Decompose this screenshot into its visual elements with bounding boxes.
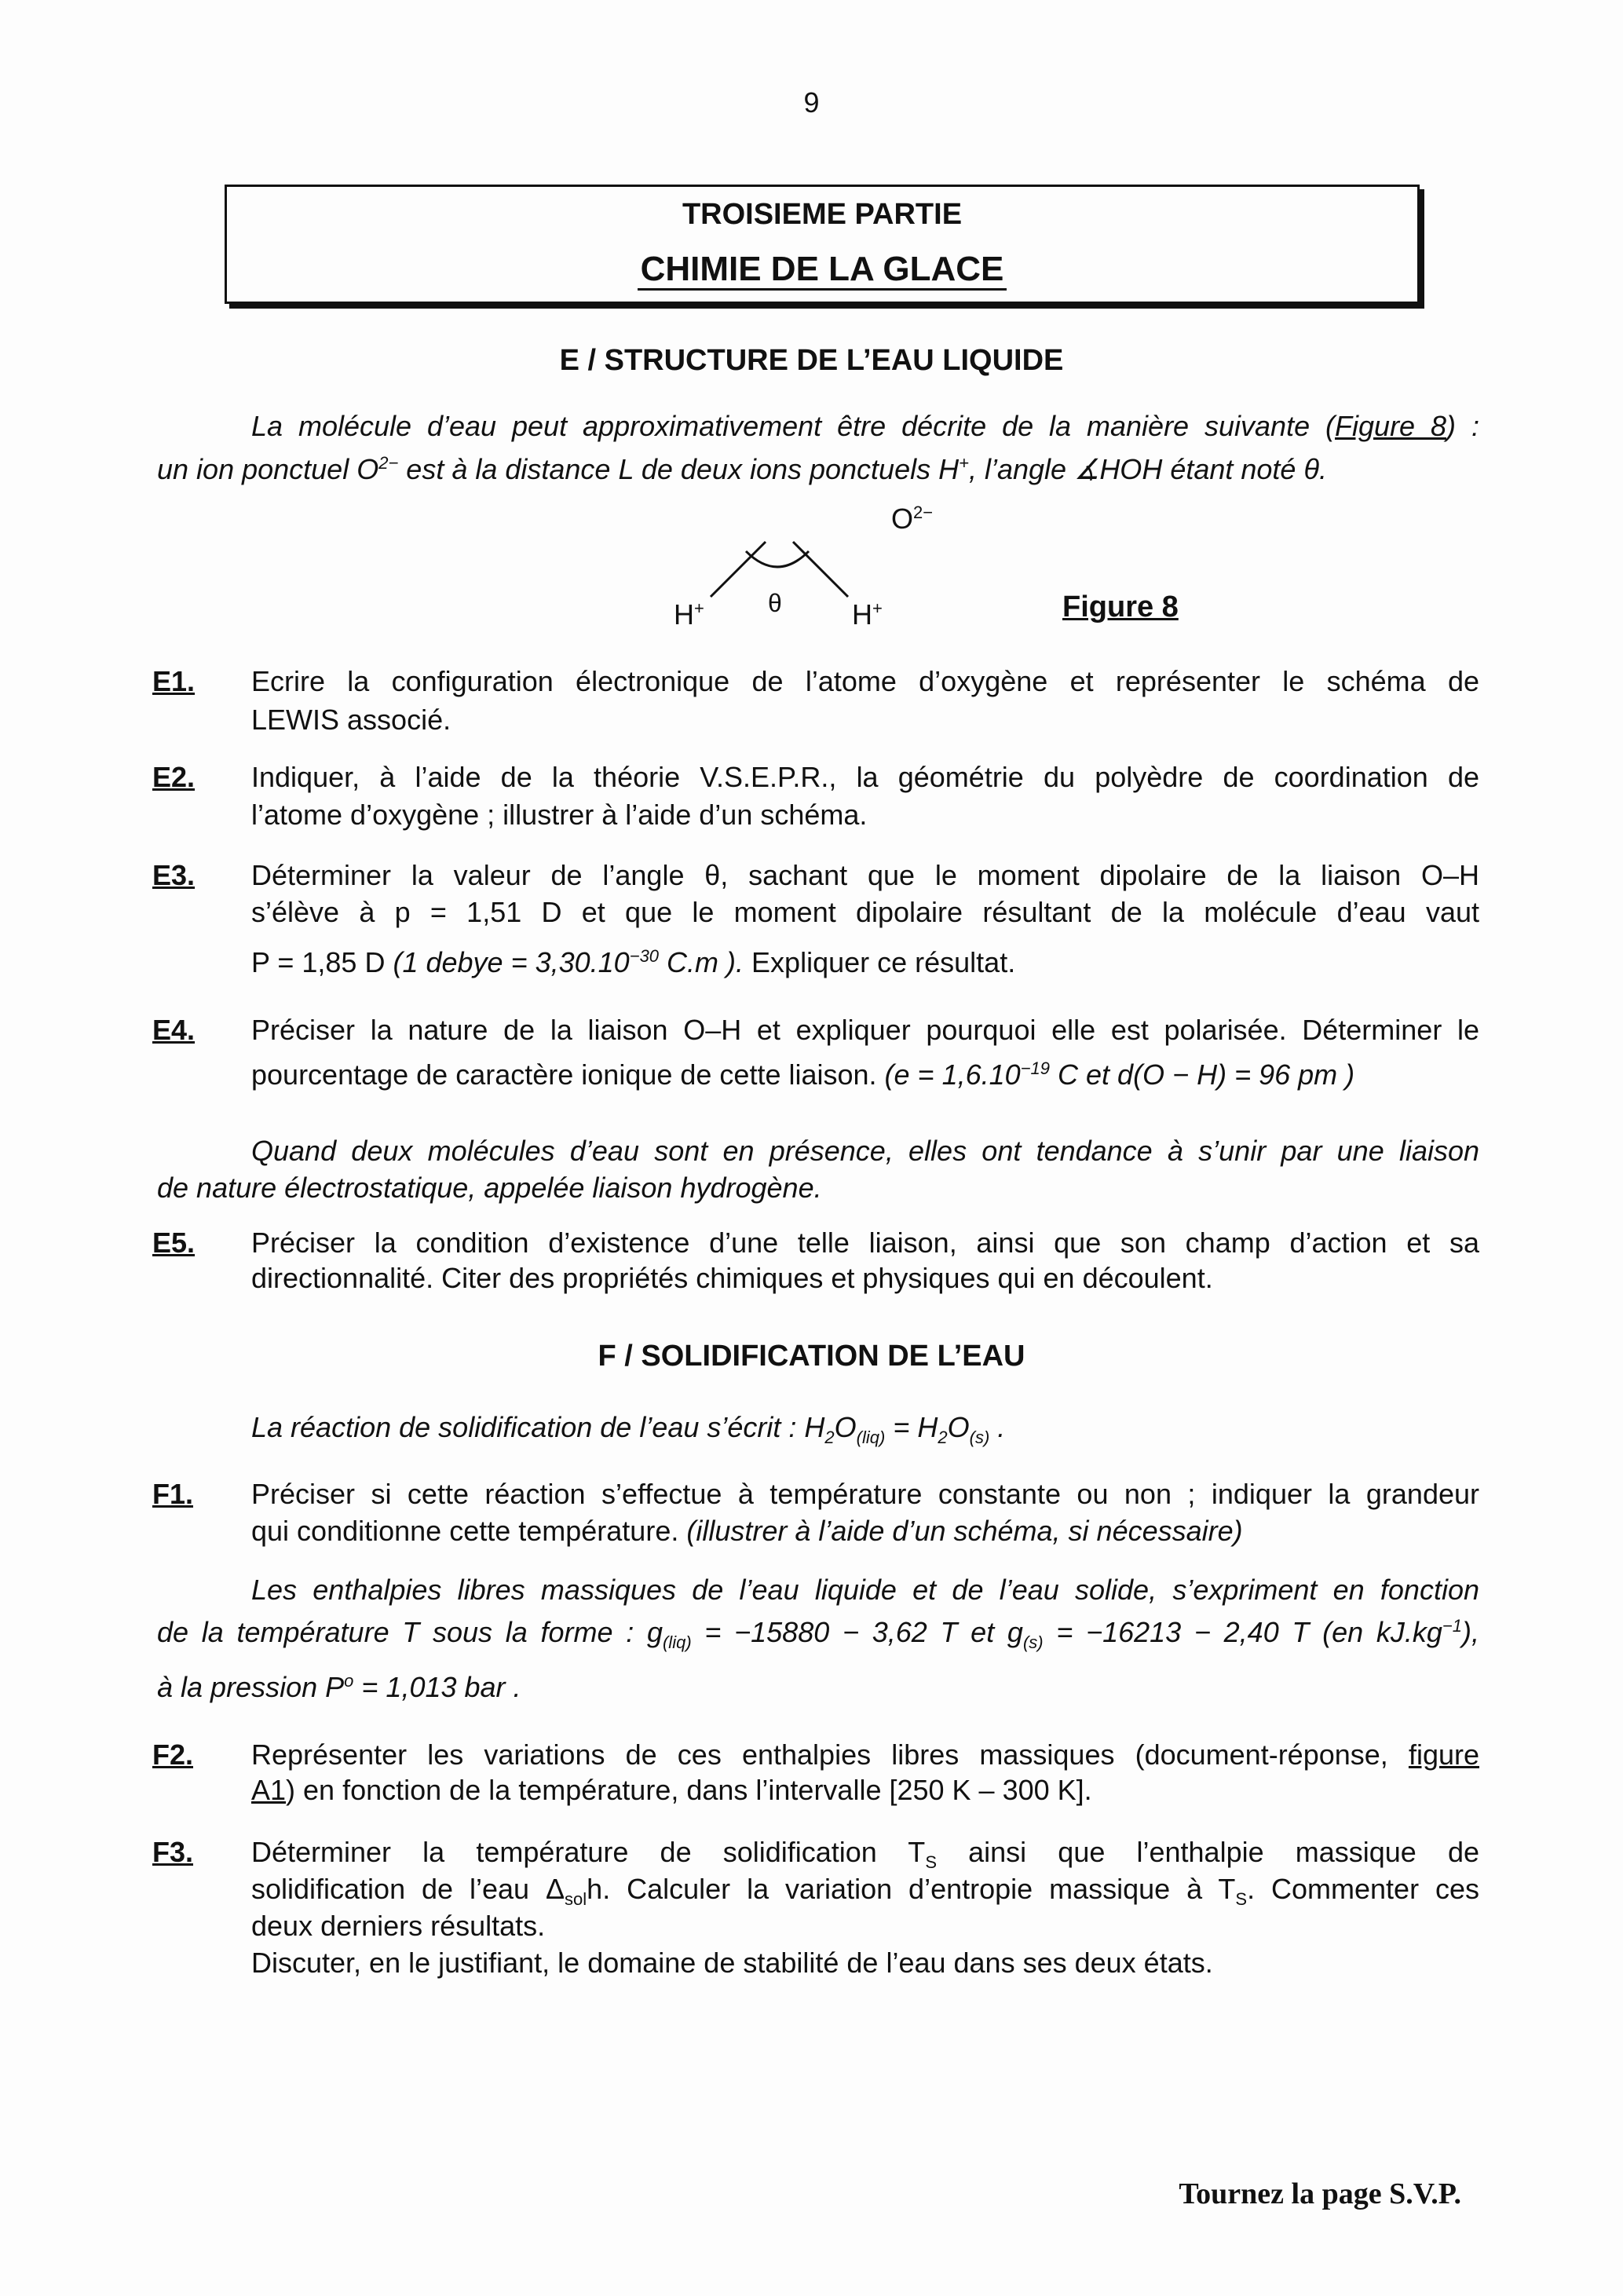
text-segment: La réaction de solidification de l’eau s’écrit : H (251, 1411, 825, 1443)
question-label-e2: E2. (152, 761, 196, 793)
paragraph-line (157, 1669, 1479, 1706)
question-line (251, 1224, 1479, 1261)
text-segment: = −15880 − 3,62 T et g (691, 1616, 1023, 1648)
text-segment: figure (1408, 1738, 1479, 1771)
question-label-e4: E4. (152, 1014, 196, 1046)
text-segment: (s) (969, 1428, 990, 1448)
question-line (251, 1907, 1479, 1944)
hydrogen-left-label: H+ (674, 598, 704, 631)
text-segment: 2− (378, 453, 399, 473)
question-label-e3: E3. (152, 859, 196, 891)
text-segment: 2 (824, 1428, 835, 1448)
text-segment: C et d(O − H) = 96 pm ) (1050, 1058, 1355, 1091)
paragraph-line (157, 1169, 1479, 1206)
text-segment: = −16213 − 2,40 T (en kJ.kg (1043, 1616, 1442, 1648)
text-segment: = 1,013 bar . (353, 1671, 521, 1703)
text-segment: + (959, 453, 969, 473)
page-number: 9 (803, 86, 820, 119)
question-label-f3: F3. (152, 1836, 194, 1868)
text-segment: (s) (1022, 1632, 1044, 1653)
text-segment: Déterminer la température de solidification T (251, 1836, 926, 1868)
text-segment: un ion ponctuel O (157, 453, 379, 485)
question-label-e1: E1. (152, 665, 196, 697)
text-segment: = H (885, 1411, 938, 1443)
text-segment: LEWIS associé. (251, 704, 451, 736)
text-segment: −30 (629, 946, 660, 966)
reaction-line (251, 1409, 1479, 1446)
question-line (251, 1870, 1480, 1910)
text-segment: o (344, 1671, 354, 1691)
question-line (251, 894, 1479, 930)
paragraph-line (251, 1571, 1479, 1608)
text-segment: Représenter les variations de ces enthalpies libres massiques (document-réponse, (251, 1738, 1409, 1771)
text-segment: ainsi que l’enthalpie massique de (937, 1836, 1479, 1868)
part-title-box (225, 185, 1420, 304)
question-label-f2: F2. (152, 1738, 194, 1771)
question-line (251, 663, 1479, 700)
part-subtitle: CHIMIE DE LA GLACE (638, 250, 1007, 291)
figure-caption: Figure 8 (1062, 590, 1179, 623)
text-segment: l’atome d’oxygène ; illustrer à l’aide d’un schéma. (251, 799, 868, 831)
text-segment: ) : (1446, 410, 1479, 442)
text-segment: La molécule d’eau peut approximativement être décrite de la manière suivante ( (251, 410, 1336, 442)
theta-label: θ (768, 589, 782, 617)
part-title: TROISIEME PARTIE (682, 198, 963, 231)
question-line (251, 857, 1479, 894)
text-segment: , l’angle ∡HOH étant noté θ. (968, 453, 1327, 485)
question-line (251, 1834, 1479, 1873)
text-segment: C.m ). (659, 946, 744, 978)
text-segment: (liq) (662, 1632, 692, 1653)
text-segment: . (989, 1411, 1006, 1443)
text-segment: Expliquer ce résultat. (744, 946, 1016, 978)
question-label-e5: E5. (152, 1227, 196, 1259)
question-line (251, 1944, 1479, 1981)
question-line (251, 1736, 1479, 1773)
question-label-f1: F1. (152, 1478, 194, 1510)
text-segment: (e = 1,6.10 (884, 1058, 1021, 1091)
section-e-heading: E / STRUCTURE DE L’EAU LIQUIDE (559, 344, 1064, 377)
question-line (251, 1475, 1479, 1512)
text-segment: A1 (251, 1774, 287, 1806)
text-segment: O (947, 1411, 970, 1443)
text-segment: sol (565, 1889, 587, 1910)
text-segment: pourcentage de caractère ionique de cette liaison. (251, 1058, 885, 1091)
text-segment: −19 (1020, 1058, 1051, 1078)
section-f-heading: F / SOLIDIFICATION DE L’EAU (598, 1340, 1025, 1373)
text-segment: deux derniers résultats. (251, 1910, 546, 1942)
hydrogen-right-label: H+ (852, 598, 883, 631)
text-segment: 2 (938, 1428, 948, 1448)
question-line (251, 1056, 1479, 1093)
question-line (251, 944, 1479, 981)
text-segment: Préciser la nature de la liaison O–H et expliquer pourquoi elle est polarisée. Déterminer le (251, 1014, 1479, 1046)
text-segment: solidification de l’eau Δ (251, 1873, 565, 1905)
text-segment: Les enthalpies libres massiques de l’eau liquide et de l’eau solide, s’expriment en fonction (251, 1574, 1479, 1606)
oh-bond-right (793, 542, 848, 597)
question-line (251, 759, 1479, 795)
text-segment: Déterminer la valeur de l’angle θ, sachant que le moment dipolaire de la liaison O–H (251, 859, 1479, 891)
question-line (251, 1011, 1479, 1048)
text-segment: S (1235, 1889, 1248, 1910)
text-segment: de nature électrostatique, appelée liaison hydrogène. (157, 1172, 822, 1204)
question-line (251, 1512, 1479, 1549)
oh-bond-left (711, 542, 766, 597)
text-segment: (illustrer à l’aide d’un schéma, si nécessaire) (686, 1515, 1243, 1547)
text-segment: s’élève à p = 1,51 D et que le moment dipolaire résultant de la molécule d’eau vaut (251, 896, 1479, 928)
text-segment: Préciser la condition d’existence d’une telle liaison, ainsi que son champ d’action et sa (251, 1227, 1479, 1259)
text-segment: ), (1462, 1616, 1479, 1648)
question-line (251, 1260, 1479, 1296)
intro-line (251, 408, 1479, 444)
question-line (251, 796, 1479, 833)
text-segment: h. Calculer la variation d’entropie massique à T (587, 1873, 1236, 1905)
text-segment: Quand deux molécules d’eau sont en présence, elles ont tendance à s’unir par une liaison (251, 1135, 1479, 1167)
text-segment: ) en fonction de la température, dans l’intervalle [250 K – 300 K]. (286, 1774, 1092, 1806)
text-segment: à la pression P (157, 1671, 345, 1703)
text-segment: Ecrire la configuration électronique de l’atome d’oxygène et représenter le schéma de (251, 665, 1479, 697)
text-segment: Indiquer, à l’aide de la théorie V.S.E.P.R., la géométrie du polyèdre de coordination de (251, 761, 1479, 793)
text-segment: −1 (1442, 1616, 1462, 1636)
text-segment: P = 1,85 D (251, 946, 393, 978)
text-segment: . Commenter ces (1247, 1873, 1480, 1905)
text-segment: qui conditionne cette température. (251, 1515, 687, 1547)
text-segment: S (925, 1852, 937, 1873)
text-segment: (liq) (856, 1428, 886, 1448)
question-line (251, 701, 1479, 738)
text-segment: de la température T sous la forme : g (157, 1616, 663, 1648)
text-segment: O (834, 1411, 857, 1443)
oxygen-label: $O^{2-}$ (891, 503, 934, 535)
text-segment: est à la distance L de deux ions ponctuels H (398, 453, 960, 485)
text-segment: directionnalité. Citer des propriétés chimiques et physiques qui en découlent. (251, 1262, 1213, 1294)
text-segment: (1 debye = 3,30.10 (393, 946, 630, 978)
paragraph-line (251, 1132, 1479, 1169)
text-segment: Discuter, en le justifiant, le domaine de stabilité de l’eau dans ses deux états. (251, 1947, 1213, 1979)
text-segment: Préciser si cette réaction s’effectue à température constante ou non ; indiquer la grandeur (251, 1478, 1479, 1510)
intro-line (157, 451, 1479, 488)
footer-turn-page: Tournez la page S.V.P. (1179, 2177, 1461, 2210)
question-line (251, 1771, 1479, 1808)
text-segment: Figure 8 (1335, 410, 1447, 442)
paragraph-line (157, 1614, 1479, 1651)
